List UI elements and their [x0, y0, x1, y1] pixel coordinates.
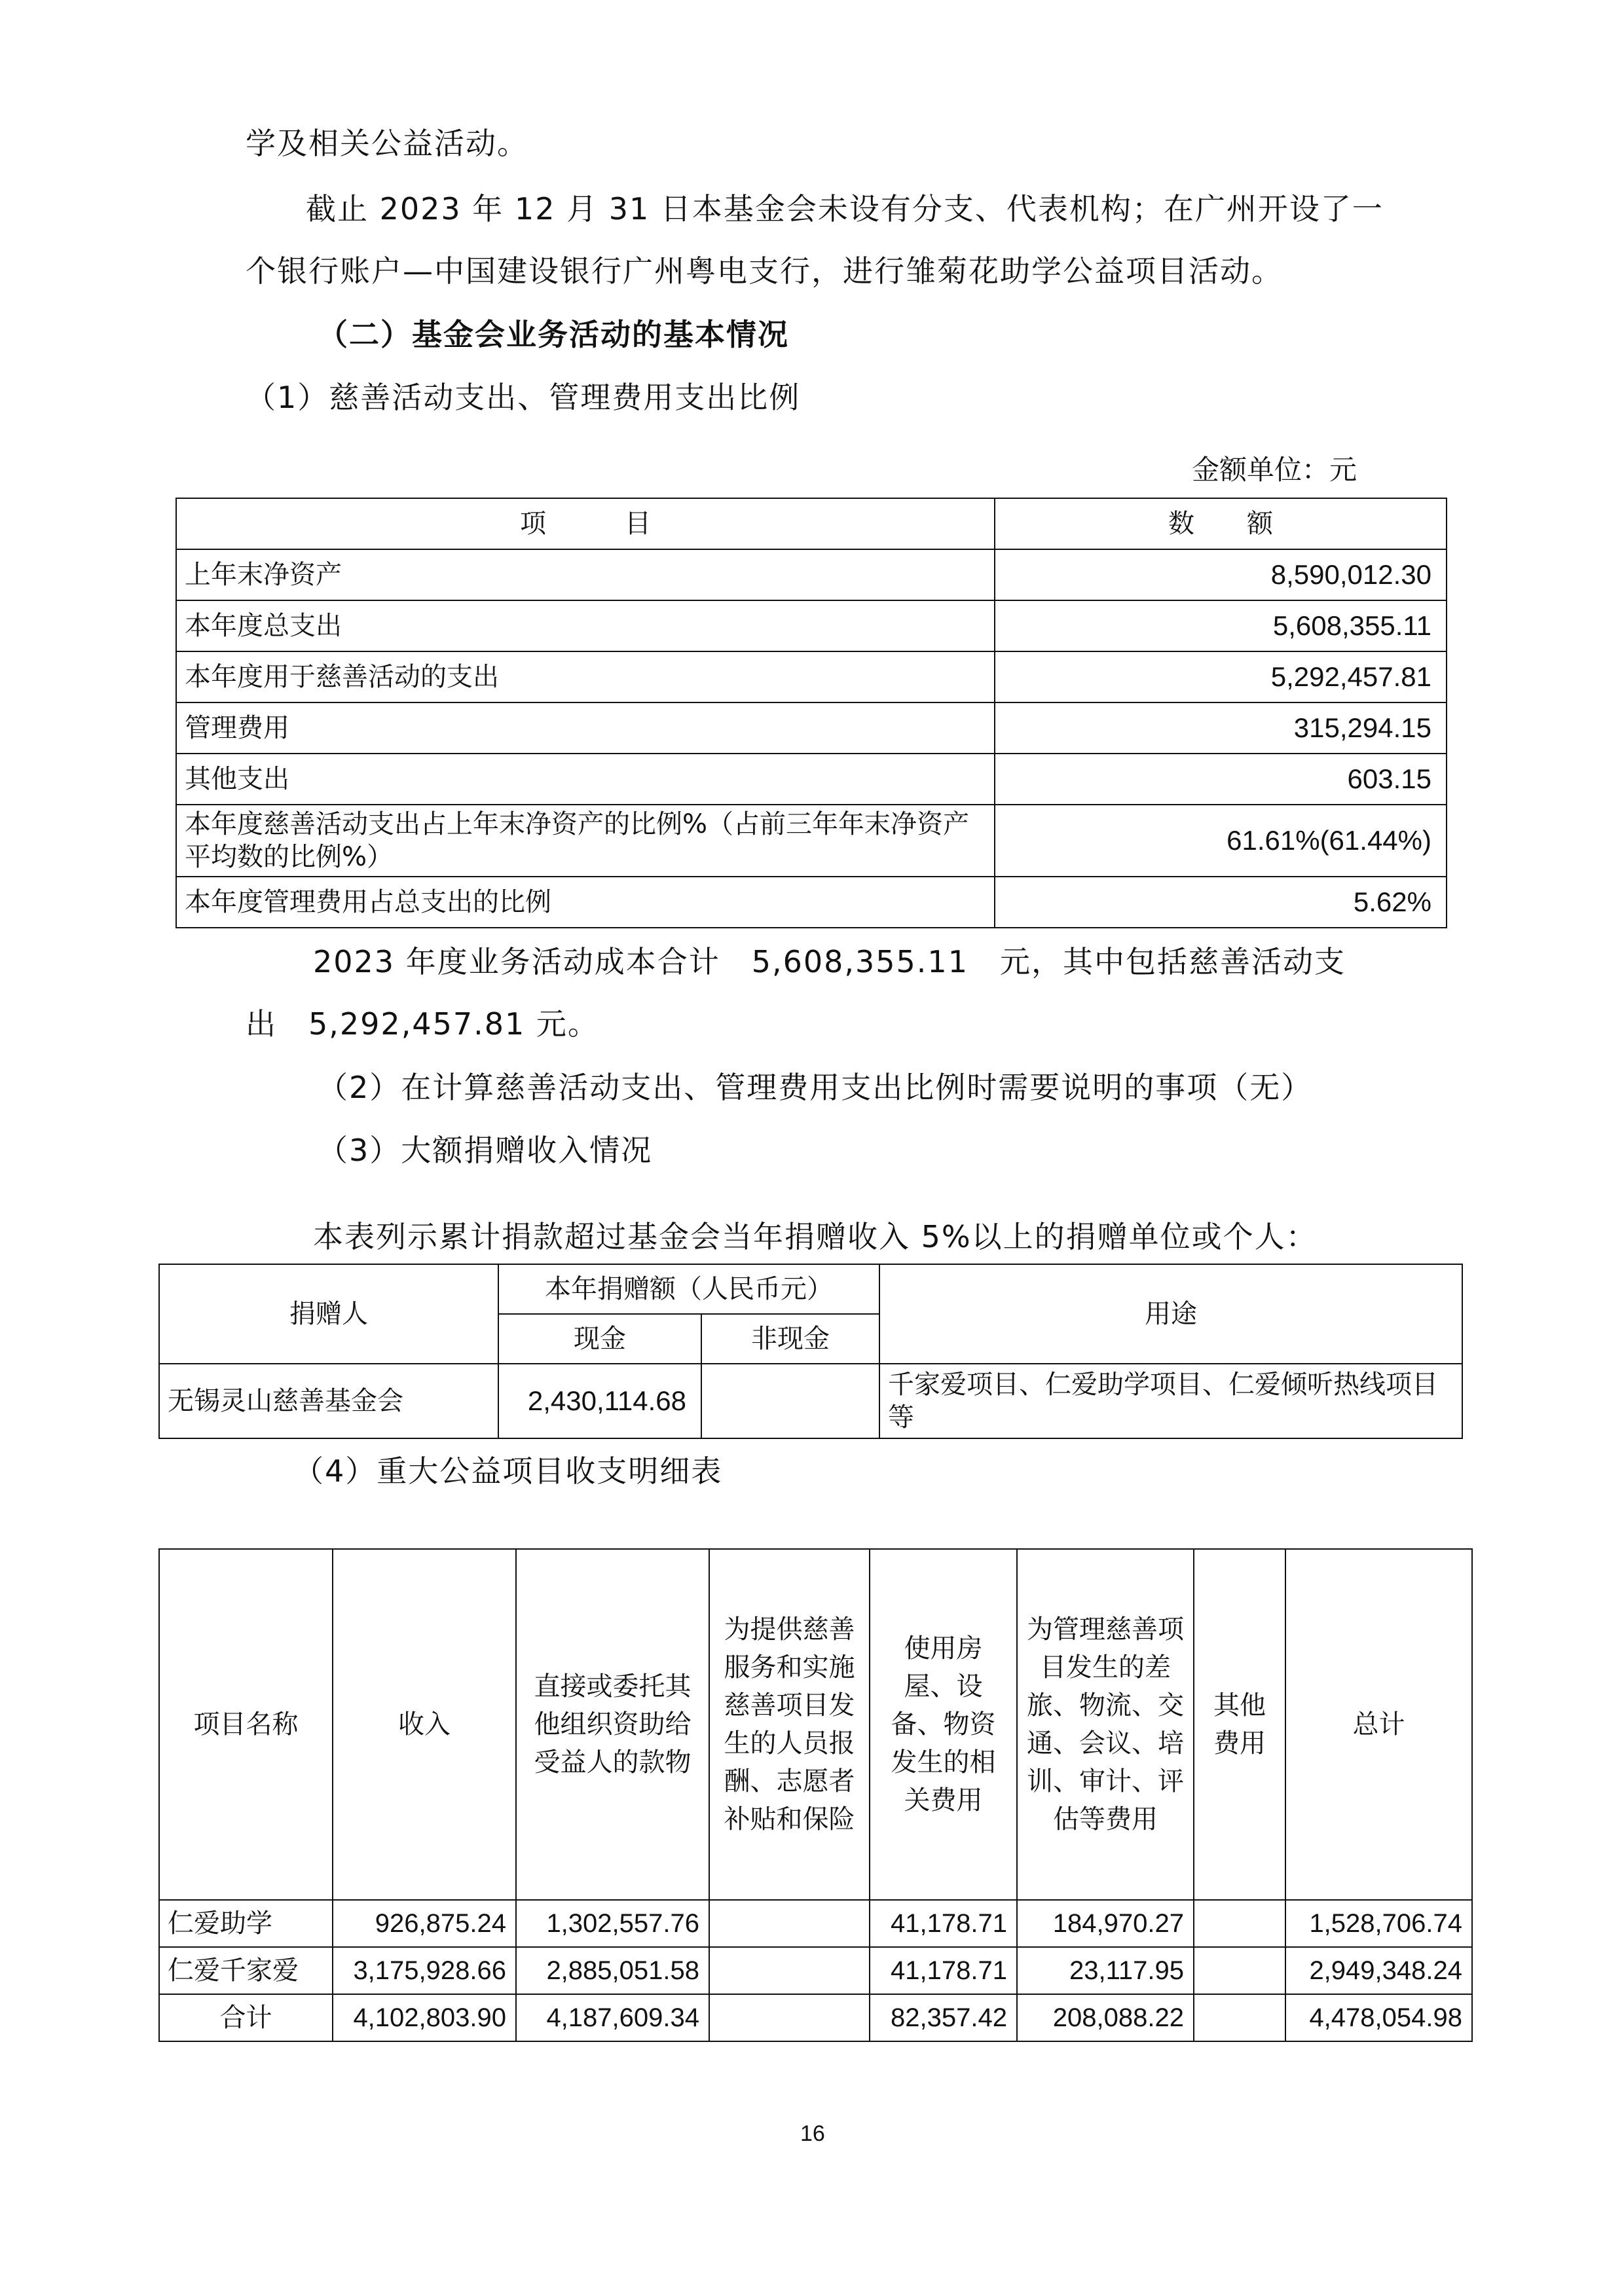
table-header-cell: 为提供慈善服务和实施慈善项目发生的人员报酬、志愿者补贴和保险	[709, 1549, 870, 1900]
table-header-cell: 项目名称	[159, 1549, 333, 1900]
table-header-cell: 直接或委托其他组织资助给受益人的款物	[516, 1549, 709, 1900]
table-header-cell: 数 额	[995, 498, 1447, 549]
table-cell-value: 4,478,054.98	[1285, 1994, 1472, 2041]
table-cell-value: 315,294.15	[995, 702, 1447, 754]
table-cell-value: 2,430,114.68	[498, 1364, 701, 1438]
expense-ratio-table	[175, 498, 1447, 928]
table-cell-value: 4,102,803.90	[333, 1994, 516, 2041]
major-project-table	[158, 1548, 1473, 2042]
table-cell-label: 上年末净资产	[176, 549, 995, 600]
table-cell-value	[709, 1947, 870, 1994]
table-cell-value: 184,970.27	[1017, 1900, 1194, 1947]
table-cell-value: 2,949,348.24	[1285, 1947, 1472, 1994]
table-cell-value: 41,178.71	[870, 1900, 1017, 1947]
subsection-heading: （1）慈善活动支出、管理费用支出比例	[246, 380, 801, 415]
table-cell-value	[709, 1900, 870, 1947]
table-header-row	[159, 1549, 1472, 1900]
table-cell-value	[709, 1994, 870, 2041]
table-row	[176, 754, 1447, 805]
table-cell-value	[1194, 1900, 1285, 1947]
table-total-row	[159, 1994, 1472, 2041]
paragraph-text: 出 5,292,457.81 元。	[246, 1006, 599, 1042]
table-cell-label: 本年度管理费用占总支出的比例	[176, 877, 995, 928]
table-cell-value	[701, 1364, 879, 1438]
table-header-cell: 本年捐赠额（人民币元）	[498, 1264, 879, 1314]
table-cell-value: 2,885,051.58	[516, 1947, 709, 1994]
table-header-cell: 为管理慈善项目发生的差旅、物流、交通、会议、培训、审计、评估等费用	[1017, 1549, 1194, 1900]
table-row	[176, 651, 1447, 702]
page-number: 16	[800, 2121, 825, 2146]
table-header-cell: 项 目	[176, 498, 995, 549]
table-row	[159, 1947, 1472, 1994]
subsection-heading: （3）大额捐赠收入情况	[318, 1133, 653, 1168]
table-header-cell: 总计	[1285, 1549, 1472, 1900]
table-cell-value: 61.61%(61.44%)	[995, 805, 1447, 877]
subsection-heading: （4）重大公益项目收支明细表	[293, 1453, 723, 1489]
table-cell-value: 41,178.71	[870, 1947, 1017, 1994]
table-row	[176, 702, 1447, 754]
table-cell-label: 本年度总支出	[176, 600, 995, 651]
table-header-cell: 非现金	[701, 1314, 879, 1364]
table-header-cell: 使用房屋、设备、物资发生的相关费用	[870, 1549, 1017, 1900]
table-cell-value: 1,302,557.76	[516, 1900, 709, 1947]
table-cell: 千家爱项目、仁爱助学项目、仁爱倾听热线项目等	[879, 1364, 1462, 1438]
large-donation-table	[158, 1264, 1463, 1439]
amount-unit-label: 金额单位：元	[1192, 454, 1357, 486]
table-row	[176, 549, 1447, 600]
table-header-row	[159, 1264, 1462, 1314]
table-row	[159, 1364, 1462, 1438]
section-heading: （二）基金会业务活动的基本情况	[318, 317, 789, 352]
table-header-cell: 其他费用	[1194, 1549, 1285, 1900]
table-cell-label: 本年度慈善活动支出占上年末净资产的比例%（占前三年年末净资产平均数的比例%）	[176, 805, 995, 877]
table-cell-value: 3,175,928.66	[333, 1947, 516, 1994]
table-cell-value	[1194, 1994, 1285, 2041]
table-cell-value	[1194, 1947, 1285, 1994]
table-cell-value: 603.15	[995, 754, 1447, 805]
table-cell-value: 4,187,609.34	[516, 1994, 709, 2041]
table-row	[176, 600, 1447, 651]
paragraph-text: 学及相关公益活动。	[246, 126, 528, 161]
paragraph-text: 2023 年度业务活动成本合计 5,608,355.11 元，其中包括慈善活动支	[313, 944, 1346, 979]
table-header-cell: 现金	[498, 1314, 701, 1364]
table-header-row	[176, 498, 1447, 549]
table-cell-value: 8,590,012.30	[995, 549, 1447, 600]
table-cell-value: 5.62%	[995, 877, 1447, 928]
table-header-cell: 收入	[333, 1549, 516, 1900]
table-header-cell: 用途	[879, 1264, 1462, 1364]
table-cell: 无锡灵山慈善基金会	[159, 1364, 498, 1438]
table-cell: 合计	[159, 1994, 333, 2041]
table-cell: 仁爱千家爱	[159, 1947, 333, 1994]
paragraph-text: 本表列示累计捐款超过基金会当年捐赠收入 5%以上的捐赠单位或个人：	[313, 1219, 1318, 1254]
table-cell-label: 其他支出	[176, 754, 995, 805]
table-cell-value: 926,875.24	[333, 1900, 516, 1947]
table-cell: 仁爱助学	[159, 1900, 333, 1947]
table-row	[159, 1900, 1472, 1947]
table-cell-value: 23,117.95	[1017, 1947, 1194, 1994]
table-cell-value: 5,292,457.81	[995, 651, 1447, 702]
table-cell-value: 1,528,706.74	[1285, 1900, 1472, 1947]
table-cell-label: 管理费用	[176, 702, 995, 754]
table-row	[176, 877, 1447, 928]
table-header-cell: 捐赠人	[159, 1264, 498, 1364]
paragraph-text: 个银行账户—中国建设银行广州粤电支行，进行雏菊花助学公益项目活动。	[246, 253, 1283, 289]
table-row	[176, 805, 1447, 877]
paragraph-text: 截止 2023 年 12 月 31 日本基金会未设有分支、代表机构；在广州开设了一	[306, 191, 1384, 227]
table-cell-label: 本年度用于慈善活动的支出	[176, 651, 995, 702]
paragraph-text: （2）在计算慈善活动支出、管理费用支出比例时需要说明的事项（无）	[318, 1070, 1313, 1105]
table-cell-value: 5,608,355.11	[995, 600, 1447, 651]
table-cell-value: 208,088.22	[1017, 1994, 1194, 2041]
table-cell-value: 82,357.42	[870, 1994, 1017, 2041]
